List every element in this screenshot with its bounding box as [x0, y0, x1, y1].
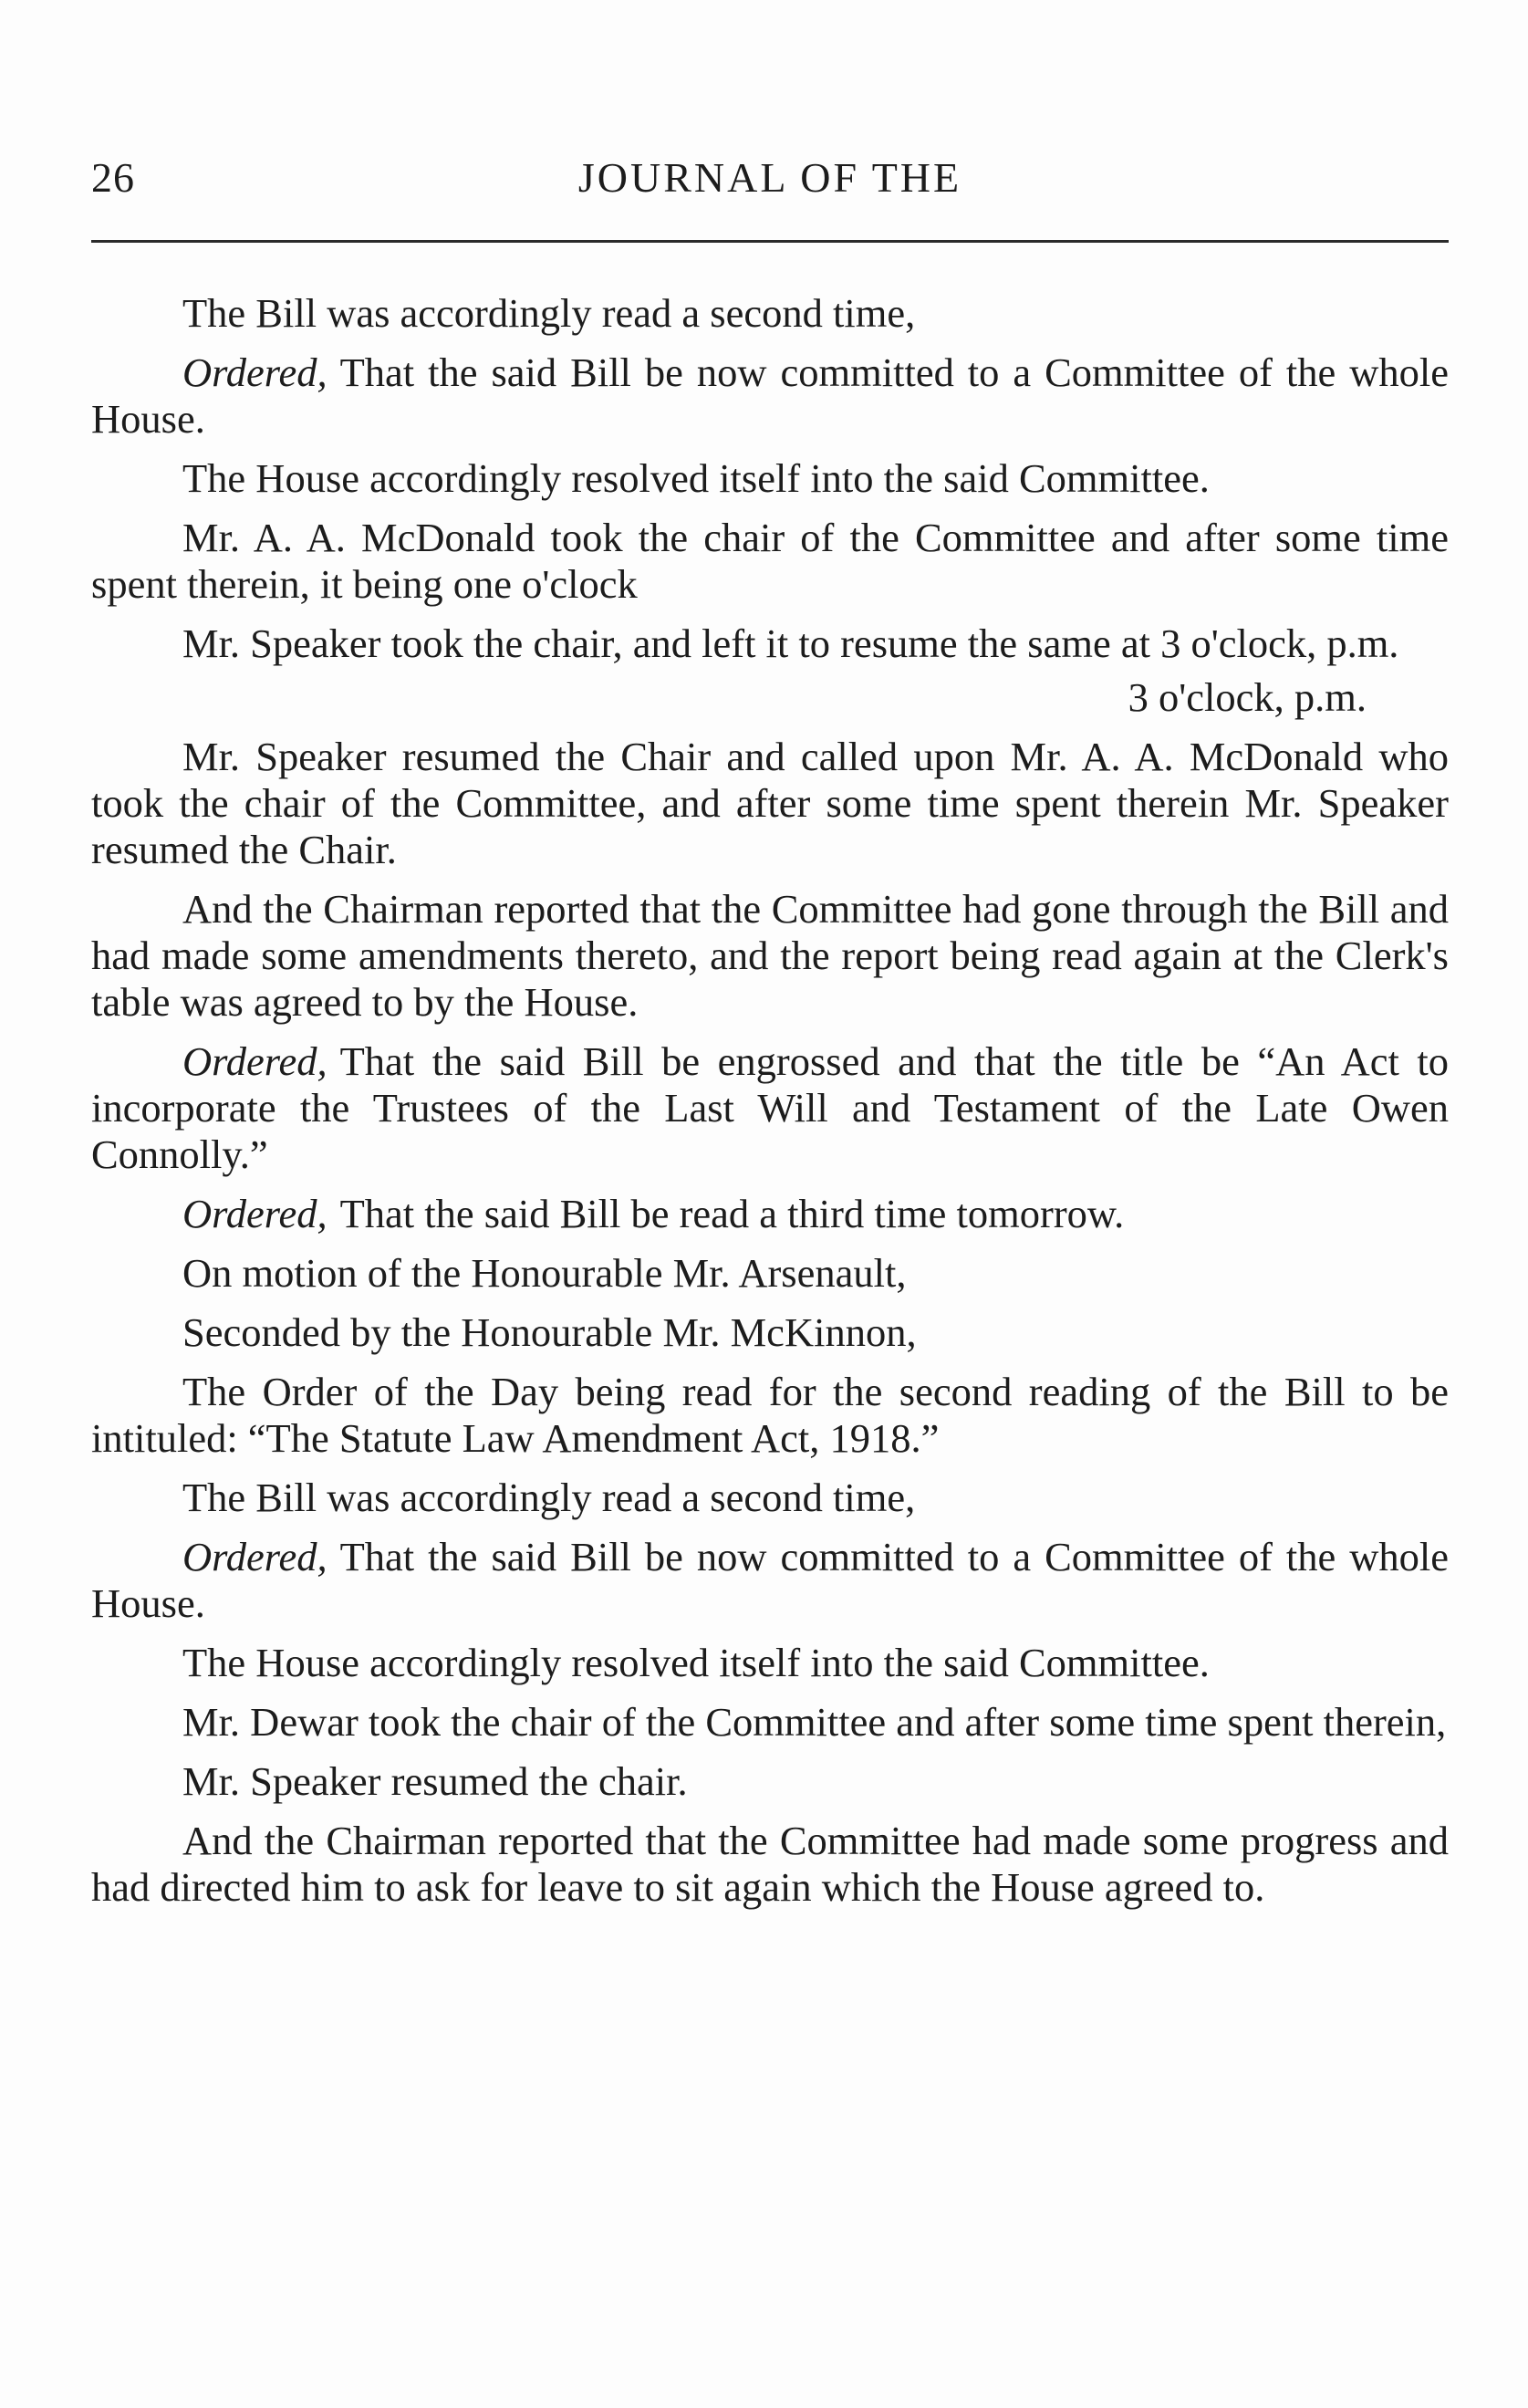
paragraph-order-of-day	[91, 1369, 1449, 1462]
paragraph-resolved	[91, 455, 1449, 502]
paragraph-text: Mr. A. A. McDonald took the chair of the Committee and after some time spent therein, it being one o'clock	[91, 515, 1449, 607]
paragraph-second-reading-2	[91, 1475, 1449, 1521]
paragraph-mcdonald-chair	[91, 515, 1449, 608]
paragraph-text: Seconded by the Honourable Mr. McKinnon,	[182, 1309, 917, 1355]
paragraph-dewar-chair	[91, 1699, 1449, 1746]
paragraph-text: Mr. Speaker resumed the chair.	[182, 1758, 688, 1804]
paragraph-motion	[91, 1250, 1449, 1297]
paragraph-text: Mr. Dewar took the chair of the Committee and after some time spent therein,	[182, 1699, 1447, 1745]
paragraph-ordered-third-reading	[91, 1191, 1449, 1237]
paragraph-ordered-engrossed	[91, 1038, 1449, 1178]
ordered-label: Ordered,	[182, 349, 327, 395]
paragraph-seconded	[91, 1309, 1449, 1356]
paragraph-second-reading	[91, 290, 1449, 337]
paragraph-text: That the said Bill be read a third time tomorrow.	[339, 1191, 1125, 1236]
paragraph-chairman-reported	[91, 886, 1449, 1026]
paragraph-speaker-chair	[91, 620, 1449, 667]
paragraph-text: The Order of the Day being read for the second reading of the Bill to be intituled: “The Statute Law Amendment Act, 1918.”	[91, 1369, 1449, 1461]
ordered-label: Ordered,	[182, 1038, 327, 1084]
ordered-label: Ordered,	[182, 1191, 327, 1236]
paragraph-text: Mr. Speaker resumed the Chair and called upon Mr. A. A. McDonald who took the chair of the Committee, and after some time spent therein Mr. Speaker resumed the Chair.	[91, 734, 1449, 872]
paragraph-text: And the Chairman reported that the Committee had made some progress and had directed him to ask for leave to sit again which the House agreed to.	[91, 1818, 1449, 1910]
paragraph-resolved-2	[91, 1640, 1449, 1686]
paragraph-text: Mr. Speaker took the chair, and left it to resume the same at 3 o'clock, p.m.	[182, 620, 1399, 666]
page-header	[91, 153, 1449, 217]
journal-body	[91, 290, 1449, 1923]
paragraph-chairman-progress	[91, 1818, 1449, 1911]
paragraph-ordered-committed-2	[91, 1534, 1449, 1627]
paragraph-text: That the said Bill be engrossed and that the title be “An Act to incorporate the Trustees of the Last Will and Testament of the Late Owen Connolly.”	[91, 1038, 1449, 1177]
paragraph-text: The House accordingly resolved itself into the said Committee.	[182, 455, 1210, 501]
paragraph-text: That the said Bill be now committed to a Committee of the whole House.	[91, 349, 1449, 442]
paragraph-text: The Bill was accordingly read a second time,	[182, 290, 916, 336]
paragraph-text: And the Chairman reported that the Committee had gone through the Bill and had made some amendments thereto, and the report being read again at the Clerk's table was agreed to by the House.	[91, 886, 1449, 1025]
paragraph-text: The Bill was accordingly read a second time,	[182, 1475, 916, 1520]
paragraph-text: On motion of the Honourable Mr. Arsenault,	[182, 1250, 907, 1296]
paragraph-text: That the said Bill be now committed to a Committee of the whole House.	[91, 1534, 1449, 1626]
header-rule	[91, 240, 1449, 243]
time-heading	[91, 674, 1449, 721]
paragraph-ordered-committed	[91, 349, 1449, 443]
paragraph-speaker-resumed-2	[91, 1758, 1449, 1805]
page-number: 26	[91, 154, 135, 201]
running-head: JOURNAL OF THE	[577, 154, 962, 201]
ordered-label: Ordered,	[182, 1534, 327, 1579]
paragraph-speaker-resumed	[91, 734, 1449, 873]
paragraph-text: The House accordingly resolved itself into the said Committee.	[182, 1640, 1210, 1685]
time-text: 3 o'clock, p.m.	[1128, 674, 1367, 720]
